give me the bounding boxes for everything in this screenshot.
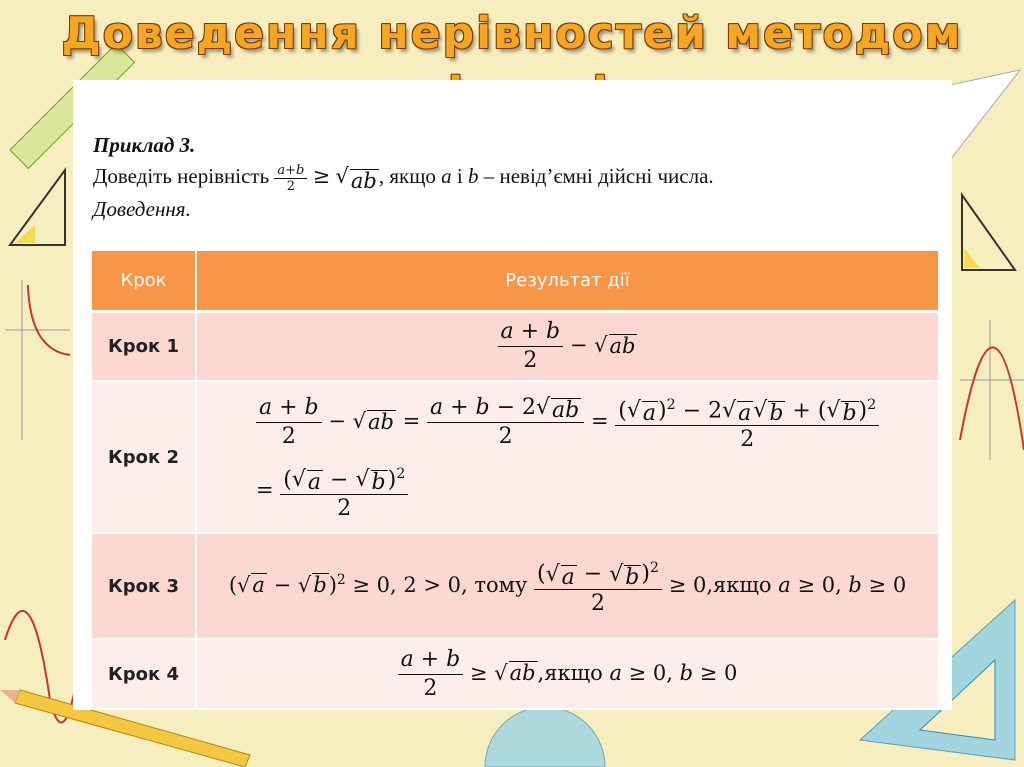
var-b: b <box>467 164 479 188</box>
header-step: Крок <box>92 251 197 313</box>
proof-label: Доведення. <box>93 196 191 221</box>
step-result: ( √ a − √ b )$^2$ ≥ 0, 2 > 0, тому ( √ a − √ b )$^2$ 2 ≥ 0,якщо a ≥ 0, b ≥ 0 <box>197 534 940 640</box>
statement-sqrt: √ ab <box>335 164 377 193</box>
statement-prefix: Доведіть нерівність <box>93 164 270 188</box>
example-label: Приклад 3. <box>93 133 196 157</box>
table-row <box>92 534 940 640</box>
var-a: a <box>441 164 452 188</box>
step-result: $\frac{a + b}{2}$ ≥ √ ab ,якщо a ≥ 0, b ≥ 0 <box>197 640 940 710</box>
example-statement: Доведіть нерівність $\frac{a+b}{2}$ ≥ √ ab , якщо a і b – невід’ємні дійсні числа. <box>93 162 714 194</box>
text-if: якщо <box>544 660 603 685</box>
steps-table <box>92 251 940 710</box>
statement-fraction: $\frac{a+b}{2}$ <box>274 163 307 194</box>
statement-if: , якщо <box>378 164 436 188</box>
step-label: Крок 4 <box>92 640 197 710</box>
step-label: Крок 1 <box>92 313 197 382</box>
step-result: $\frac{a + b}{2}$ − √ ab <box>197 313 940 382</box>
title-line-1: Доведення нерівностей методом <box>61 8 963 59</box>
table-row <box>92 313 940 382</box>
statement-suffix: – невід’ємні дійсні числа. <box>483 164 714 188</box>
example-intro <box>93 130 933 225</box>
step-result: $\frac{a + b}{2}$ − √ ab = a + b − 2 √ ab 2 = ( √ a )$^2$ − 2 √ a √ b + ( √ b )$^2$ 2 = ( √ a − √ b )$^2$ 2 <box>197 382 940 534</box>
step-label: Крок 2 <box>92 382 197 534</box>
text-so: тому <box>474 572 528 597</box>
table-header-row <box>92 251 940 313</box>
table-row <box>92 382 940 534</box>
step-label: Крок 3 <box>92 534 197 640</box>
conj: і <box>456 164 463 188</box>
text-if: якщо <box>713 572 772 597</box>
table-row <box>92 640 940 710</box>
header-result: Результат дії <box>197 251 940 313</box>
